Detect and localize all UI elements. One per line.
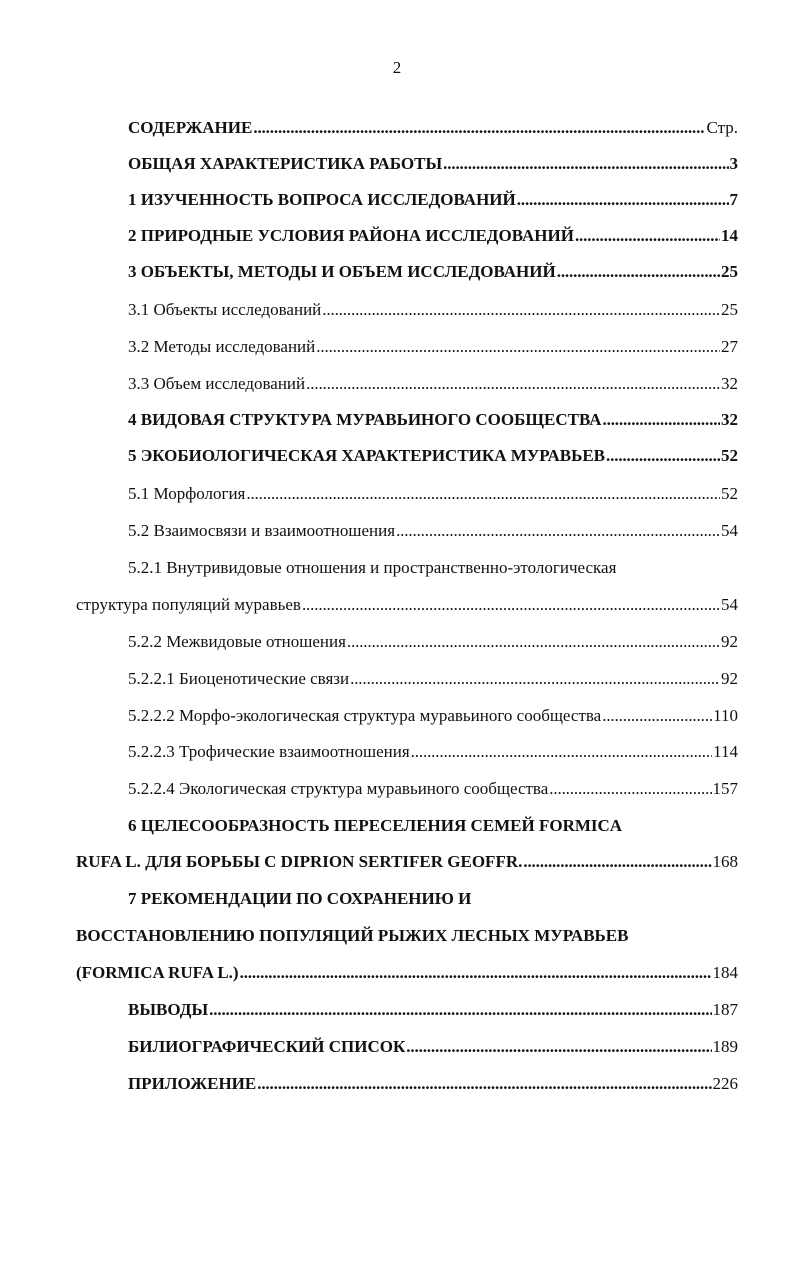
leader-dots: [253, 118, 705, 138]
toc-entry-page: 32: [721, 374, 738, 393]
toc-entry-page: 92: [721, 632, 738, 651]
toc-entry-title-line1[interactable]: 7 РЕКОМЕНДАЦИИ ПО СОХРАНЕНИЮ И: [128, 889, 472, 908]
toc-entry-page: 110: [713, 706, 738, 725]
toc-entry-title: 3.2 Методы исследований: [128, 337, 316, 356]
toc-entry-page: 187: [712, 1000, 738, 1019]
toc-entry-title: (FORMICA RUFA L.): [76, 963, 239, 982]
toc-entry-title: 4 ВИДОВАЯ СТРУКТУРА МУРАВЬИНОГО СООБЩЕСТВА: [128, 410, 602, 429]
toc-entry-title: 3.3 Объем исследований: [128, 374, 306, 393]
toc-entry[interactable]: [128, 190, 738, 210]
toc-entry-title-line1[interactable]: 5.2.1 Внутривидовые отношения и пространственно-этологическая: [128, 558, 617, 577]
page-number: 2: [392, 58, 402, 77]
toc-entry-title: 5.2.2.2 Морфо-экологическая структура муравьиного сообщества: [128, 706, 602, 725]
toc-entry-title: RUFA L. ДЛЯ БОРЬБЫ С DIPRION SERTIFER GEOFFR.: [76, 852, 523, 871]
toc-entry-page: 7: [729, 190, 738, 209]
leader-dots: [443, 154, 728, 174]
contents-heading: СОДЕРЖАНИЕ: [128, 118, 253, 137]
toc-entry-page: 32: [721, 410, 738, 429]
toc-entry-page: 226: [712, 1074, 738, 1093]
toc-entry[interactable]: [128, 374, 738, 394]
leader-dots: [246, 484, 720, 504]
toc-entry-page: 25: [721, 262, 738, 281]
leader-dots: [406, 1037, 711, 1057]
toc-entry[interactable]: [128, 1037, 738, 1057]
toc-entry[interactable]: [128, 1074, 738, 1094]
toc-entry[interactable]: [128, 742, 738, 762]
toc-entry-title: 5.2.2.1 Биоценотические связи: [128, 669, 350, 688]
toc-entry-page: 114: [713, 742, 738, 761]
leader-dots: [302, 595, 720, 615]
leader-dots: [306, 374, 720, 394]
toc-entry[interactable]: [128, 632, 738, 652]
toc-entry-page: 25: [721, 300, 738, 319]
toc-entry[interactable]: [128, 226, 738, 246]
toc-entry-page: 3: [729, 154, 738, 173]
toc-entry-title: 3.1 Объекты исследований: [128, 300, 322, 319]
toc-entry[interactable]: [128, 410, 738, 430]
toc-entry-title: 5 ЭКОБИОЛОГИЧЕСКАЯ ХАРАКТЕРИСТИКА МУРАВЬЕВ: [128, 446, 606, 465]
toc-entry-title: структура популяций муравьев: [76, 595, 301, 614]
toc-entry[interactable]: [128, 337, 738, 357]
leader-dots: [257, 1074, 711, 1094]
toc-entry-page: 189: [712, 1037, 738, 1056]
toc-entry-title: 5.1 Морфология: [128, 484, 246, 503]
toc-entry[interactable]: [128, 669, 738, 689]
leader-dots: [396, 521, 720, 541]
leader-dots: [517, 190, 729, 210]
toc-entry-title: ВЫВОДЫ: [128, 1000, 209, 1019]
toc-entry-page: 92: [721, 669, 738, 688]
toc-entry-title: БИЛИОГРАФИЧЕСКИЙ СПИСОК: [128, 1037, 406, 1056]
toc-entry[interactable]: [128, 779, 738, 799]
toc-entry-title: 2 ПРИРОДНЫЕ УСЛОВИЯ РАЙОНА ИССЛЕДОВАНИЙ: [128, 226, 574, 245]
toc-entry[interactable]: [128, 262, 738, 282]
leader-dots: [575, 226, 720, 246]
toc-entry[interactable]: [128, 446, 738, 466]
toc-entry-title: 5.2.2 Межвидовые отношения: [128, 632, 346, 651]
leader-dots: [523, 852, 711, 872]
leader-dots: [603, 410, 721, 430]
toc-entry-title: 3 ОБЪЕКТЫ, МЕТОДЫ И ОБЪЕМ ИССЛЕДОВАНИЙ: [128, 262, 556, 281]
page-column-label: Стр.: [706, 118, 738, 137]
toc-entry[interactable]: [128, 521, 738, 541]
toc-entry-title: 5.2.2.3 Трофические взаимоотношения: [128, 742, 410, 761]
toc-entry-title: 5.2 Взаимосвязи и взаимоотношения: [128, 521, 396, 540]
toc-entry-page: 184: [712, 963, 738, 982]
toc-entry-page: 157: [712, 779, 738, 798]
toc-entry-title: 1 ИЗУЧЕННОСТЬ ВОПРОСА ИССЛЕДОВАНИЙ: [128, 190, 516, 209]
toc-entry-title: 5.2.2.4 Экологическая структура муравьиного сообщества: [128, 779, 549, 798]
leader-dots: [209, 1000, 711, 1020]
toc-entry[interactable]: [76, 963, 738, 983]
toc-entry-page: 168: [712, 852, 738, 871]
leader-dots: [322, 300, 720, 320]
leader-dots: [411, 742, 712, 762]
leader-dots: [606, 446, 720, 466]
toc-entry-page: 52: [721, 484, 738, 503]
toc-entry-page: 27: [721, 337, 738, 356]
toc-entry-page: 14: [721, 226, 738, 245]
leader-dots: [316, 337, 720, 357]
toc-header-row: [128, 118, 738, 138]
toc-entry-title: ОБЩАЯ ХАРАКТЕРИСТИКА РАБОТЫ: [128, 154, 443, 173]
toc-entry-title-line2[interactable]: ВОССТАНОВЛЕНИЮ ПОПУЛЯЦИЙ РЫЖИХ ЛЕСНЫХ МУРАВЬЕВ: [76, 926, 629, 945]
leader-dots: [240, 963, 712, 983]
toc-entry[interactable]: [128, 154, 738, 174]
toc-entry[interactable]: [128, 1000, 738, 1020]
toc-entry[interactable]: [128, 484, 738, 504]
leader-dots: [557, 262, 720, 282]
toc-entry-title: ПРИЛОЖЕНИЕ: [128, 1074, 257, 1093]
toc-entry[interactable]: [76, 595, 738, 615]
toc-entry-page: 54: [721, 521, 738, 540]
leader-dots: [347, 632, 720, 652]
toc-entry[interactable]: [128, 300, 738, 320]
toc-entry[interactable]: [76, 852, 738, 872]
toc-entry-page: 52: [721, 446, 738, 465]
toc-entry[interactable]: [128, 706, 738, 726]
leader-dots: [602, 706, 712, 726]
toc-entry-page: 54: [721, 595, 738, 614]
leader-dots: [350, 669, 720, 689]
toc-entry-title-line1[interactable]: 6 ЦЕЛЕСООБРАЗНОСТЬ ПЕРЕСЕЛЕНИЯ СЕМЕЙ FORMICA: [128, 816, 623, 835]
leader-dots: [549, 779, 711, 799]
